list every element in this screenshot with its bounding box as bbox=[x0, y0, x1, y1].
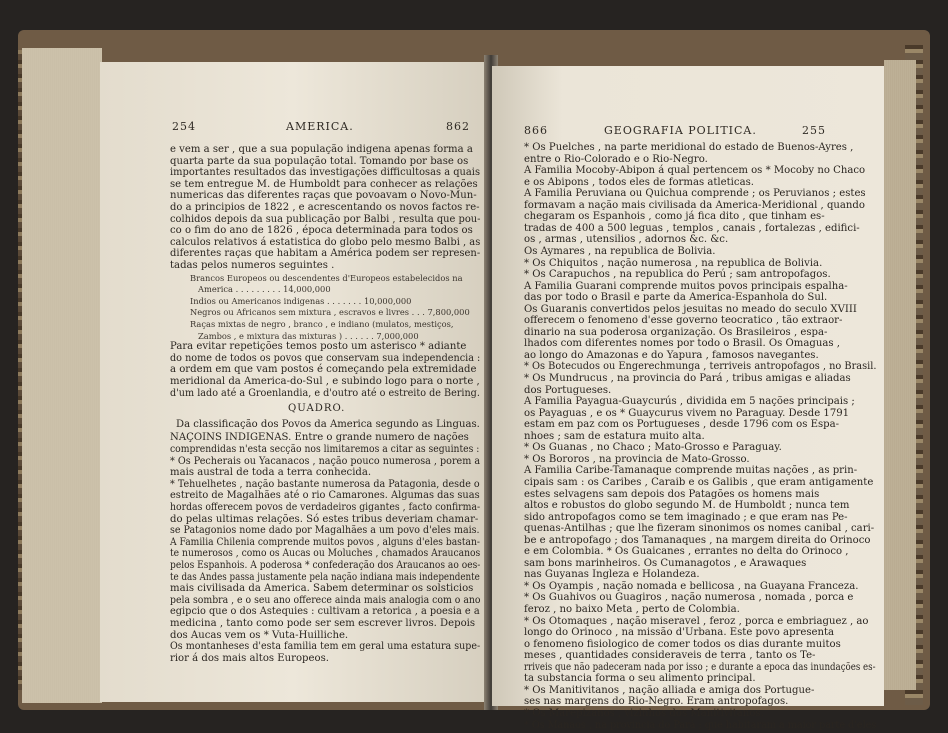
text-line: * Os Pecherais ou Yacanacos , nação pouco numerosa , porem a bbox=[170, 455, 481, 467]
text-line: dos Portugueses. bbox=[524, 384, 612, 396]
text-line: do nome de todos os povos que conservam sua independencia : bbox=[170, 352, 481, 364]
text-line: be e antropofago ; dos Tamanaques , na margem direita do Orinoco bbox=[524, 534, 871, 546]
text-line: se tem entregue M. de Humboldt para conhecer as relações bbox=[170, 178, 478, 190]
text-line: A Familia Caribe-Tamanaque comprende muitas nações , as prin- bbox=[524, 465, 858, 477]
text-line: os Payaguas , e os * Guaycurus vivem no Paraguay. Desde 1791 bbox=[524, 407, 850, 419]
text-line: das por todo o Brasil e parte da America-Espanhola do Sul. bbox=[524, 292, 828, 304]
text-line: * Os Botecudos ou Engerechmunga , terriveis antropofagos , no Brasil. bbox=[524, 361, 877, 373]
text-line: * Os Guanas , no Chaco ; Mato-Grosso e Paraguay. bbox=[524, 442, 782, 454]
text-line: co o fim do ano de 1826 , época determinada para todos os bbox=[170, 225, 473, 237]
text-line: formavam a nação mais civilisada da America-Meridional , quando bbox=[524, 199, 865, 211]
page-stack-left bbox=[22, 48, 102, 703]
text-line: * Tehuelhetes , nação bastante numerosa da Patagonia, desde o bbox=[170, 478, 480, 490]
text-line: Os montanheses d'esta familia tem em geral uma estatura supe- bbox=[170, 641, 481, 653]
text-line: e os Abipons , todos eles de formas atleticas. bbox=[524, 176, 754, 188]
text-line: quarta parte da sua população total. Tomando por base os bbox=[170, 155, 469, 167]
text-line: * Os Carapuchos , na republica do Perú ; sam antropofagos. bbox=[524, 269, 831, 281]
text-line: quenas-Antilhas ; que lhe fizeram sinonimos os nomes canibal , cari- bbox=[524, 523, 875, 535]
text-line: ses nas margens do Rio-Negro. Eram antropofagos. bbox=[524, 696, 789, 708]
text-line: estes selvagens sam depois dos Patagões os homens mais bbox=[524, 488, 820, 500]
text-line: NAÇOINS INDIGENAS. Entre o grande numero de nações bbox=[170, 432, 469, 444]
text-line: e vem a ser , que a sua população indigena apenas forma a bbox=[170, 144, 473, 155]
text-line: te das Andes passa justamente pela nação indiana mais independente bbox=[170, 571, 480, 583]
text-line: d'um lado até a Groenlandia, e d'outro até o estreito de Bering. bbox=[170, 387, 480, 399]
text-line: sido antropofagos como se tem imaginado ; e que eram nas Pe- bbox=[524, 511, 848, 523]
text-line: se Patagonios nome dado por Magalhães a um povo d'eles mais. bbox=[170, 525, 480, 537]
text-line: * Os Mundrucus , na provincia do Pará , tribus amigas e aliadas bbox=[524, 373, 851, 384]
text-line: lhados com diferentes nomes por todo o Brasil. Os Omaguas , bbox=[524, 338, 840, 350]
text-line: QUADRO. bbox=[288, 403, 346, 415]
text-line: nhoes ; sam de estatura muito alta. bbox=[524, 430, 705, 442]
text-line: tadas pelos numeros seguintes . bbox=[170, 260, 335, 271]
text-line: A Familia Payagua-Guaycurús , dividida em 5 nações principais ; bbox=[524, 396, 855, 408]
text-line: numericas das diferentes raças que povoavam o Novo-Mun- bbox=[170, 190, 477, 202]
text-line: estam em paz com os Portugueses , desde 1796 com os Espa- bbox=[524, 419, 840, 431]
text-line: Raças mixtas de negro , branco , e indiano (mulatos, mestiços, bbox=[190, 319, 454, 329]
text-line: medicina , tanto como pode ser sem escrever livros. Depois bbox=[170, 618, 476, 629]
text-line: colhidos depois da sua publicação por Balbi , resulta que pou- bbox=[170, 213, 481, 225]
left-section-number: 862 bbox=[446, 120, 470, 133]
text-line: * Os Marepizanos , vizinhos dos Manitivitanos. bbox=[524, 707, 764, 719]
text-line: meses , quantidades consideraveis de terra , tanto os Te- bbox=[524, 650, 816, 662]
text-line: altos e robustos do globo segundo M. de Humboldt ; nunca tem bbox=[524, 500, 850, 512]
text-line: * Os Bororos , na provincia de Mato-Grosso. bbox=[524, 453, 750, 465]
text-line: importantes resultados das investigações difficultosas a quais bbox=[170, 167, 481, 179]
text-line: rior á dos mais altos Europeos. bbox=[170, 652, 329, 664]
text-line: o fenomeno fisiologico de comer todos os dias durante muitos bbox=[524, 638, 841, 650]
text-line: diferentes raças que habitam a América podem ser represen- bbox=[170, 248, 481, 260]
text-line: e em Colombia. * Os Guaicanes , errantes no delta do Orinoco , bbox=[524, 546, 849, 558]
text-line: Indios ou Americanos indigenas . . . . . . . 10,000,000 bbox=[190, 295, 412, 306]
text-line: ao longo do Amazonas e do Yapura , famosos navegantes. bbox=[524, 349, 819, 361]
right-page-number: 255 bbox=[802, 124, 826, 137]
text-line: A Familia Peruviana ou Quichua comprende ; os Peruvianos ; estes bbox=[524, 188, 866, 200]
text-line: hordas offerecem povos de verdadeiros gigantes , facto confirma- bbox=[170, 502, 481, 513]
text-line: Da classificação dos Povos da America segundo as Linguas. bbox=[176, 418, 480, 430]
text-line: * Os Manitivitanos , nação alliada e amiga dos Portugue- bbox=[524, 684, 815, 696]
text-line: America . . . . . . . . . 14,000,000 bbox=[198, 284, 331, 295]
text-line: tradas de 400 a 500 leguas , templos , canais , fortalezas , edifici- bbox=[524, 222, 860, 234]
text-line: Os Aymares , na republica de Bolivia. bbox=[524, 245, 716, 257]
page-stack-right bbox=[884, 60, 916, 690]
text-line: * Os Guahivos ou Guagiros , nação numerosa , nomada , porca e bbox=[524, 592, 854, 604]
text-line: * Os Manaos , na provincia do Pará ; que habitaram a maior parte d'eles bbox=[524, 719, 877, 731]
text-line: pela sombra , e o seu ano offerece ainda mais analogia com o ano bbox=[170, 594, 481, 606]
text-line: calculos relativos á estatistica do globo pelo mesmo Balbi , as bbox=[170, 236, 481, 248]
text-line: entre o Rio-Colorado e o Rio-Negro. bbox=[524, 153, 708, 165]
text-line: mais civilisada da America. Sabem determinar os solsticios bbox=[170, 583, 474, 595]
right-running-title: GEOGRAFIA POLITICA. bbox=[604, 124, 757, 137]
right-section-number: 866 bbox=[524, 124, 548, 137]
text-line: rriveis que não padeceram nada por isso ; e durante a epoca das inundações es- bbox=[524, 661, 876, 673]
text-line: A Familia Chilenia comprende muitos povos , alguns d'eles bastan- bbox=[170, 536, 480, 548]
left-page-number: 254 bbox=[172, 120, 196, 133]
text-line: egipcio que o dos Astequies : cultivam a retorica , a poesia e a bbox=[170, 606, 480, 618]
text-line: ta substancia forma o seu alimento principal. bbox=[524, 673, 756, 685]
text-line: do pelas ultimas relações. Só estes tribus deveriam chamar- bbox=[170, 513, 479, 525]
text-line: chegaram os Espanhois , como já fica dito , que tinham es- bbox=[524, 211, 825, 223]
text-line: feroz , no baixo Meta , perto de Colombia. bbox=[524, 604, 740, 615]
text-line: A Familia Guarani comprende muitos povos principais espalha- bbox=[524, 280, 848, 292]
text-line: sam bons marinheiros. Os Cumanagotos , e Arawaques bbox=[524, 557, 807, 569]
right-page bbox=[492, 66, 884, 731]
text-line: A Familia Mocoby-Abipon á qual pertencem os * Mocoby no Chaco bbox=[524, 165, 866, 177]
text-line: comprendidas n'esta secção nos limitaremos a citar as seguintes : bbox=[170, 444, 480, 455]
text-line: Zambos , e mixtura das mixturas ) . . . . . . 7,000,000 bbox=[198, 330, 419, 341]
text-line: offerecem o fenomeno d'esse governo teocratico , tão extraor- bbox=[524, 315, 843, 327]
text-line: Negros ou Africanos sem mixtura , escravos e livres . . . 7,800,000 bbox=[190, 307, 470, 318]
text-line: * Os Puelches , na parte meridional do estado de Buenos-Ayres , bbox=[524, 142, 854, 153]
text-line: mais austral de toda a terra conhecida. bbox=[170, 467, 372, 479]
text-line: * Os Oyampis , nação nomada e bellicosa , na Guayana Franceza. bbox=[524, 580, 859, 592]
text-line: dinario na sua poderosa organização. Os Brasileiros , espa- bbox=[524, 326, 828, 338]
text-line: te numerosos , como os Aucas ou Moluches , chamados Araucanos bbox=[170, 548, 481, 560]
text-line: a ordem em que vam postos é começando pela extremidade bbox=[170, 364, 477, 376]
text-line: longo do Orinoco , na missão d'Urbana. Este povo apresenta bbox=[524, 627, 835, 639]
text-line: Para evitar repetições temos posto um asterisco * adiante bbox=[170, 341, 467, 353]
text-line: * Os Otomaques , nação miseravel , feroz , porca e embriaguez , ao bbox=[524, 615, 869, 627]
text-line: dos Aucas vem os * Vuta-Huilliche. bbox=[170, 629, 349, 641]
text-line: nas Guyanas Ingleza e Holandeza. bbox=[524, 569, 700, 581]
text-line: pelos Espanhois. A poderosa * confederação dos Araucanos ao oes- bbox=[170, 560, 481, 571]
left-running-title: AMERICA. bbox=[286, 120, 354, 133]
text-line: Os Guaranis convertidos pelos jesuitas no meado do seculo XVIII bbox=[524, 303, 857, 315]
left-page bbox=[100, 62, 488, 702]
text-line: do a principios de 1822 , e acrescentando os novos factos re- bbox=[170, 202, 480, 213]
text-line: cipais sam : os Caribes , Caraib e os Galibis , que eram antigamente bbox=[524, 476, 874, 488]
text-line: Brancos Europeos ou descendentes d'Europeos estabelecidos na bbox=[190, 272, 463, 283]
text-line: meridional da America-do-Sul , e subindo logo para o norte , bbox=[170, 376, 480, 387]
text-line: * Os Chiquitos , nação numerosa , na republica de Bolivia. bbox=[524, 257, 823, 269]
text-line: os , armas , utensilios , adornos &c. &c. bbox=[524, 234, 729, 246]
text-line: estreito de Magalhães até o rio Camarones. Algumas das suas bbox=[170, 490, 480, 502]
